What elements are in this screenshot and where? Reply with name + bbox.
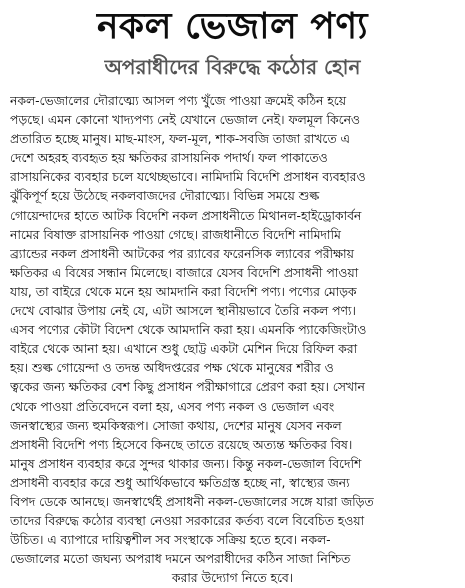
body-line: ভেজালের মতো জঘন্য অপরাধ দমনে অপরাধীদের কঠিন সাজা নিশ্চিত [10, 552, 351, 567]
body-line: ঝুঁকিপূর্ণ হয়ে উঠেছে নকলবাজদের দৌরাত্ম্যে। বিভিন্ন সময়ে শুল্ক [10, 189, 320, 204]
article-subtitle: অপরাধীদের বিরুদ্ধে কঠোর হোন [104, 55, 361, 79]
body-line: প্রসাধনী ব্যবহার করে শুধু আর্থিকভাবে ক্ষতিগ্রস্ত হচ্ছে না, স্বাস্থ্যের জন্য [10, 475, 350, 490]
body-line: বিপদ ডেকে আনছে। জনস্বার্থেই প্রসাধনী নকল-ভেজালের সঙ্গে যারা জড়িত [10, 494, 374, 509]
body-line: করার উদ্যোগ নিতে হবে। [171, 571, 294, 586]
body-line: নামের বিষাক্ত রাসায়নিক পাওয়া গেছে। রাজধানীতে বিদেশি নামিদামি [10, 227, 341, 242]
article-title: নকল ভেজাল পণ্য [96, 6, 369, 47]
body-line: নকল-ভেজালের দৌরাত্ম্যে আসল পণ্য খুঁজে পাওয়া ক্রমেই কঠিন হয়ে [10, 94, 346, 108]
body-line: ব্র্যান্ডের নকল প্রসাধনী আটকের পর র‍্যাবের ফরেনসিক ল্যাবের পরীক্ষায় [10, 246, 354, 261]
body-line: মানুষ প্রসাধন ব্যবহার করে সুন্দর থাকার জন্য। কিন্তু নকল-ভেজাল বিদেশি [10, 456, 362, 471]
body-line: দেশে অহরহ ব্যবহৃত হয় ক্ষতিকর রাসায়নিক পদার্থ। ফল পাকাতেও [10, 151, 328, 166]
body-line: যায়, তা বাইরে থেকে মনে হয় আমদানি করা বিদেশি পণ্য। পণ্যের মোড়ক [10, 284, 357, 299]
body-line: গোয়েন্দাদের হাতে আটক বিদেশি নকল প্রসাধনীতে মিথানল-হাইড্রোকার্বন [10, 208, 362, 223]
body-line: প্রতারিত হচ্ছে মানুষ। মাছ-মাংস, ফল-মূল, শাক-সবজি তাজা রাখতে এ [10, 132, 350, 147]
body-line: পড়ছে। এমন কোনো খাদ্যপণ্য নেই যেখানে ভেজাল নেই। ফলমূল কিনেও [10, 113, 360, 128]
body-line: জনস্বাস্থ্যের জন্য হুমকিস্বরূপ। সোজা কথায়, দেশের মানুষ যেসব নকল [10, 418, 342, 433]
body-line: বাইরে থেকে আনা হয়। এখানে শুধু ছোট্ট একটা মেশিন দিয়ে রিফিল করা [10, 342, 358, 357]
body-line: ত্বকের জন্য ক্ষতিকর বেশ কিছু প্রসাধন পরীক্ষাগারে প্রেরণ করা হয়। সেখান [10, 380, 365, 395]
body-line: এসব পণ্যের কৌটা বিদেশ থেকে আমদানি করা হয়। এমনকি প্যাকেজিংটাও [10, 323, 367, 338]
body-line: প্রসাধনী বিদেশি পণ্য হিসেবে কিনছে তাতে রয়েছে অত্যন্ত ক্ষতিকর বিষ। [10, 437, 353, 452]
body-line: রাসায়নিকের ব্যবহার চলে যথেচ্ছভাবে। নামিদামি বিদেশি প্রসাধন ব্যবহারও [10, 170, 366, 185]
body-line: ক্ষতিকর এ বিষের সন্ধান মিলেছে। বাজারে যেসব বিদেশি প্রসাধনী পাওয়া [10, 265, 359, 280]
body-line: দেখে বোঝার উপায় নেই যে, এটা আসলে স্থানীয়ভাবে তৈরি নকল পণ্য। [10, 304, 356, 319]
body-line: থেকে পাওয়া প্রতিবেদনে বলা হয়, এসব পণ্য নকল ও ভেজাল এবং [10, 399, 335, 414]
body-line: তাদের বিরুদ্ধে কঠোর ব্যবস্থা নেওয়া সরকারের কর্তব্য বলে বিবেচিত হওয়া [10, 514, 365, 529]
article-body [10, 92, 455, 588]
body-line: উচিত। এ ব্যাপারে দায়িত্বশীল সব সংস্থাকে সক্রিয় হতে হবে। নকল- [10, 533, 331, 548]
body-line: হয়। শুল্ক গোয়েন্দা ও তদন্ত অধিদপ্তরের পক্ষ থেকে মানুষের শরীর ও [10, 361, 334, 376]
